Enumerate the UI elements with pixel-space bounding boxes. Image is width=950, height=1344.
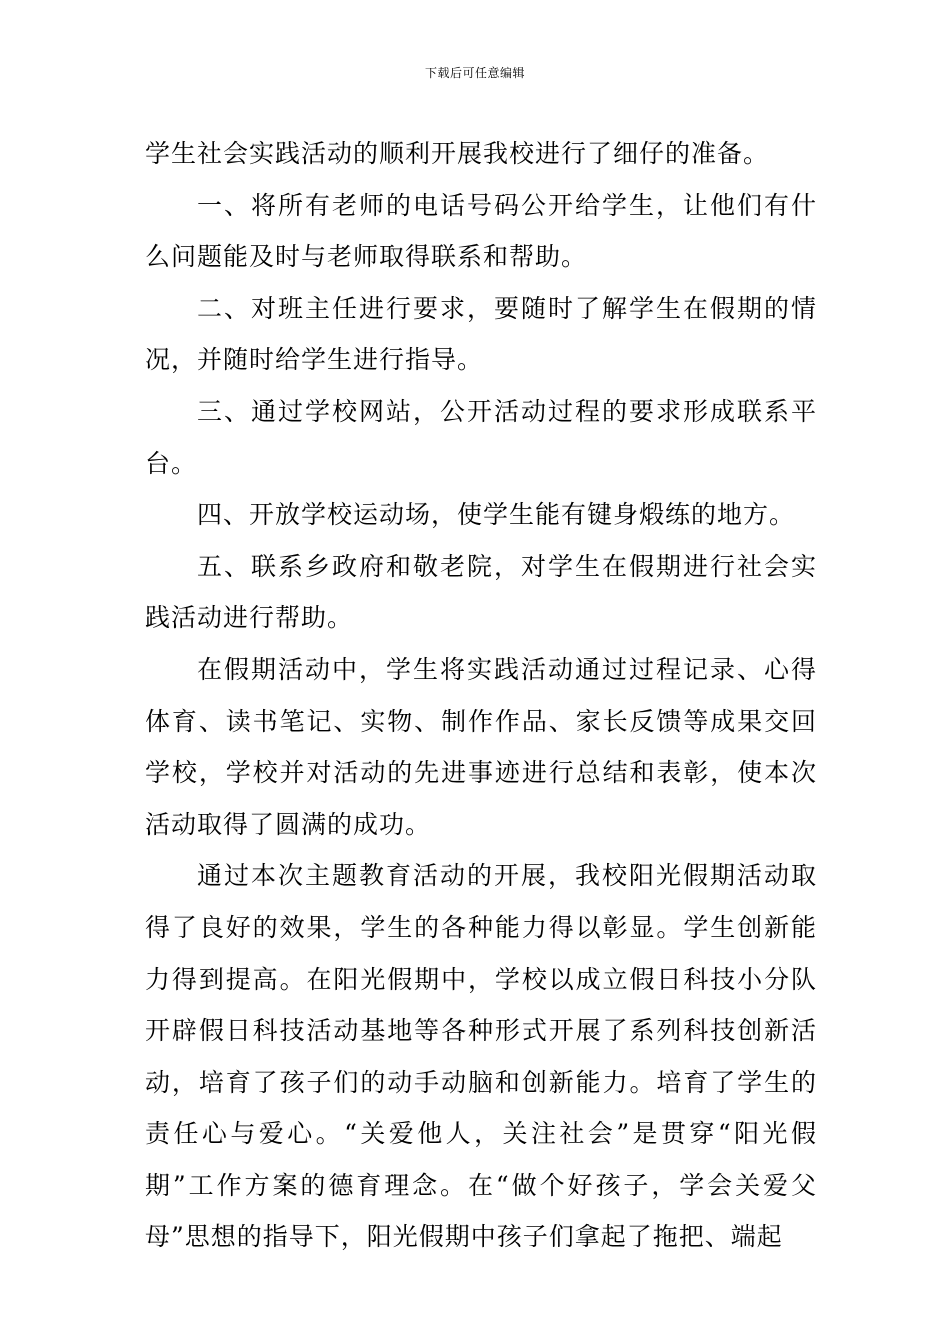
- document-body: [145, 128, 817, 1263]
- paragraph-7: 在假期活动中，学生将实践活动通过过程记录、心得体育、读书笔记、实物、制作作品、家长反馈等成果交回学校，学校并对活动的先进事迹进行总结和表彰，使本次活动取得了圆满的成功。: [145, 654, 817, 839]
- paragraph-4: 三、通过学校网站，公开活动过程的要求形成联系平台。: [145, 396, 817, 478]
- paragraph-1: 学生社会实践活动的顺利开展我校进行了细仔的准备。: [145, 139, 770, 168]
- paragraph-2: 一、将所有老师的电话号码公开给学生，让他们有什么问题能及时与老师取得联系和帮助。: [145, 190, 817, 272]
- page-header: 下载后可任意编辑: [424, 66, 525, 80]
- paragraph-6: 五、联系乡政府和敬老院，对学生在假期进行社会实践活动进行帮助。: [145, 551, 817, 633]
- paragraph-5: 四、开放学校运动场，使学生能有键身煅练的地方。: [197, 500, 796, 530]
- paragraph-8: 通过本次主题教育活动的开展，我校阳光假期活动取得了良好的效果，学生的各种能力得以彰显。学生创新能力得到提高。在阳光假期中，学校以成立假日科技小分队开辟假日科技活动基地等各种形式开展了系列科技创新活动，培育了孩子们的动手动脑和创新能力。培育了学生的责任心与爱心。“关爱他人，关注社会”是贯穿“阳光假期”工作方案的德育理念。在“做个好孩子，学会关爱父母”思想的指导下，阳光假期中孩子们拿起了拖把、端起: [145, 861, 817, 1252]
- paragraph-3: 二、对班主任进行要求，要随时了解学生在假期的情况，并随时给学生进行指导。: [145, 293, 817, 375]
